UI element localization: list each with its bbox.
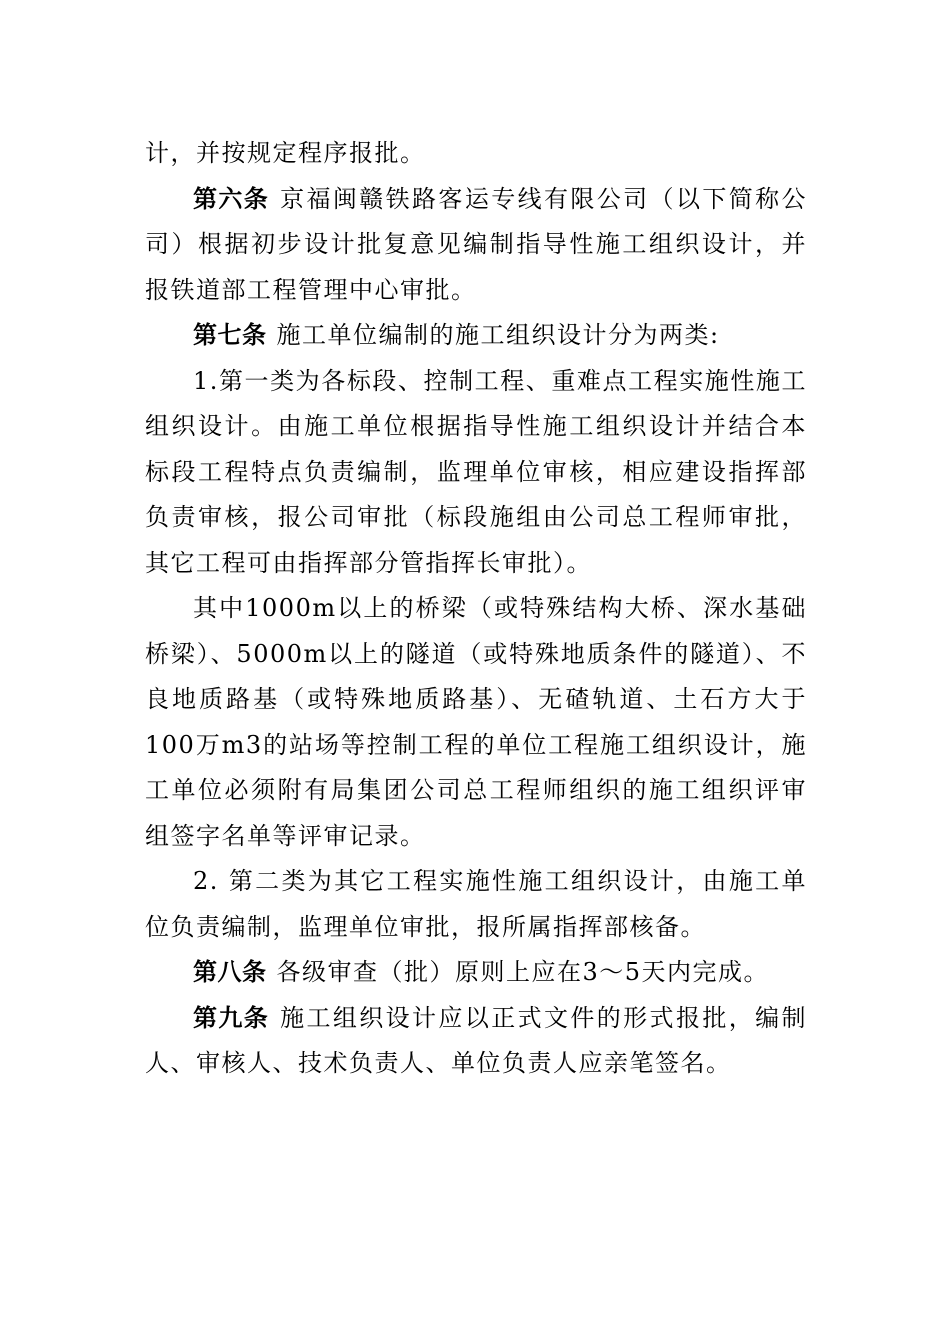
article-7-item-1-note: 其中1000m以上的桥梁（或特殊结构大桥、深水基础桥梁）、5000m以上的隧道（或特殊地质条件的隧道）、不良地质路基（或特殊地质路基）、无碴轨道、土石方大于100万m3的站场等控制工程的单位工程施工组织设计，施工单位必须附有局集团公司总工程师组织的施工组织评审组签字名单等评审记录。 (145, 594, 807, 850)
article-8-label: 第八条 (193, 958, 267, 986)
article-7-item-1: 1.第一类为各标段、控制工程、重难点工程实施性施工组织设计。由施工单位根据指导性施工组织设计并结合本标段工程特点负责编制，监理单位审核，相应建设指挥部负责审核，报公司审批（标段施组由公司总工程师审批，其它工程可由指挥部分管指挥长审批）。 (145, 366, 807, 577)
article-9-text: 施工组织设计应以正式文件的形式报批，编制人、审核人、技术负责人、单位负责人应亲笔签名。 (145, 1003, 808, 1077)
article-7-label: 第七条 (193, 321, 267, 349)
article-7 (145, 313, 807, 359)
article-9-label: 第九条 (193, 1003, 270, 1032)
article-9 (145, 996, 807, 1087)
article-6 (145, 177, 807, 314)
article-7-text: 施工单位编制的施工组织设计分为两类: (276, 321, 720, 349)
article-8 (145, 950, 807, 996)
article-7-item-2: 2. 第二类为其它工程实施性施工组织设计，由施工单位负责编制，监理单位审批，报所属指挥部核备。 (145, 867, 807, 941)
article-6-label: 第六条 (193, 184, 270, 213)
article-6-text: 京福闽赣铁路客运专线有限公司（以下简称公司）根据初步设计批复意见编制指导性施工组织设计，并报铁道部工程管理中心审批。 (145, 184, 808, 304)
document-body (145, 131, 807, 1087)
article-8-text: 各级审查（批）原则上应在3～5天内完成。 (276, 958, 770, 986)
paragraph-continuation: 计，并按规定程序报批。 (145, 139, 426, 167)
